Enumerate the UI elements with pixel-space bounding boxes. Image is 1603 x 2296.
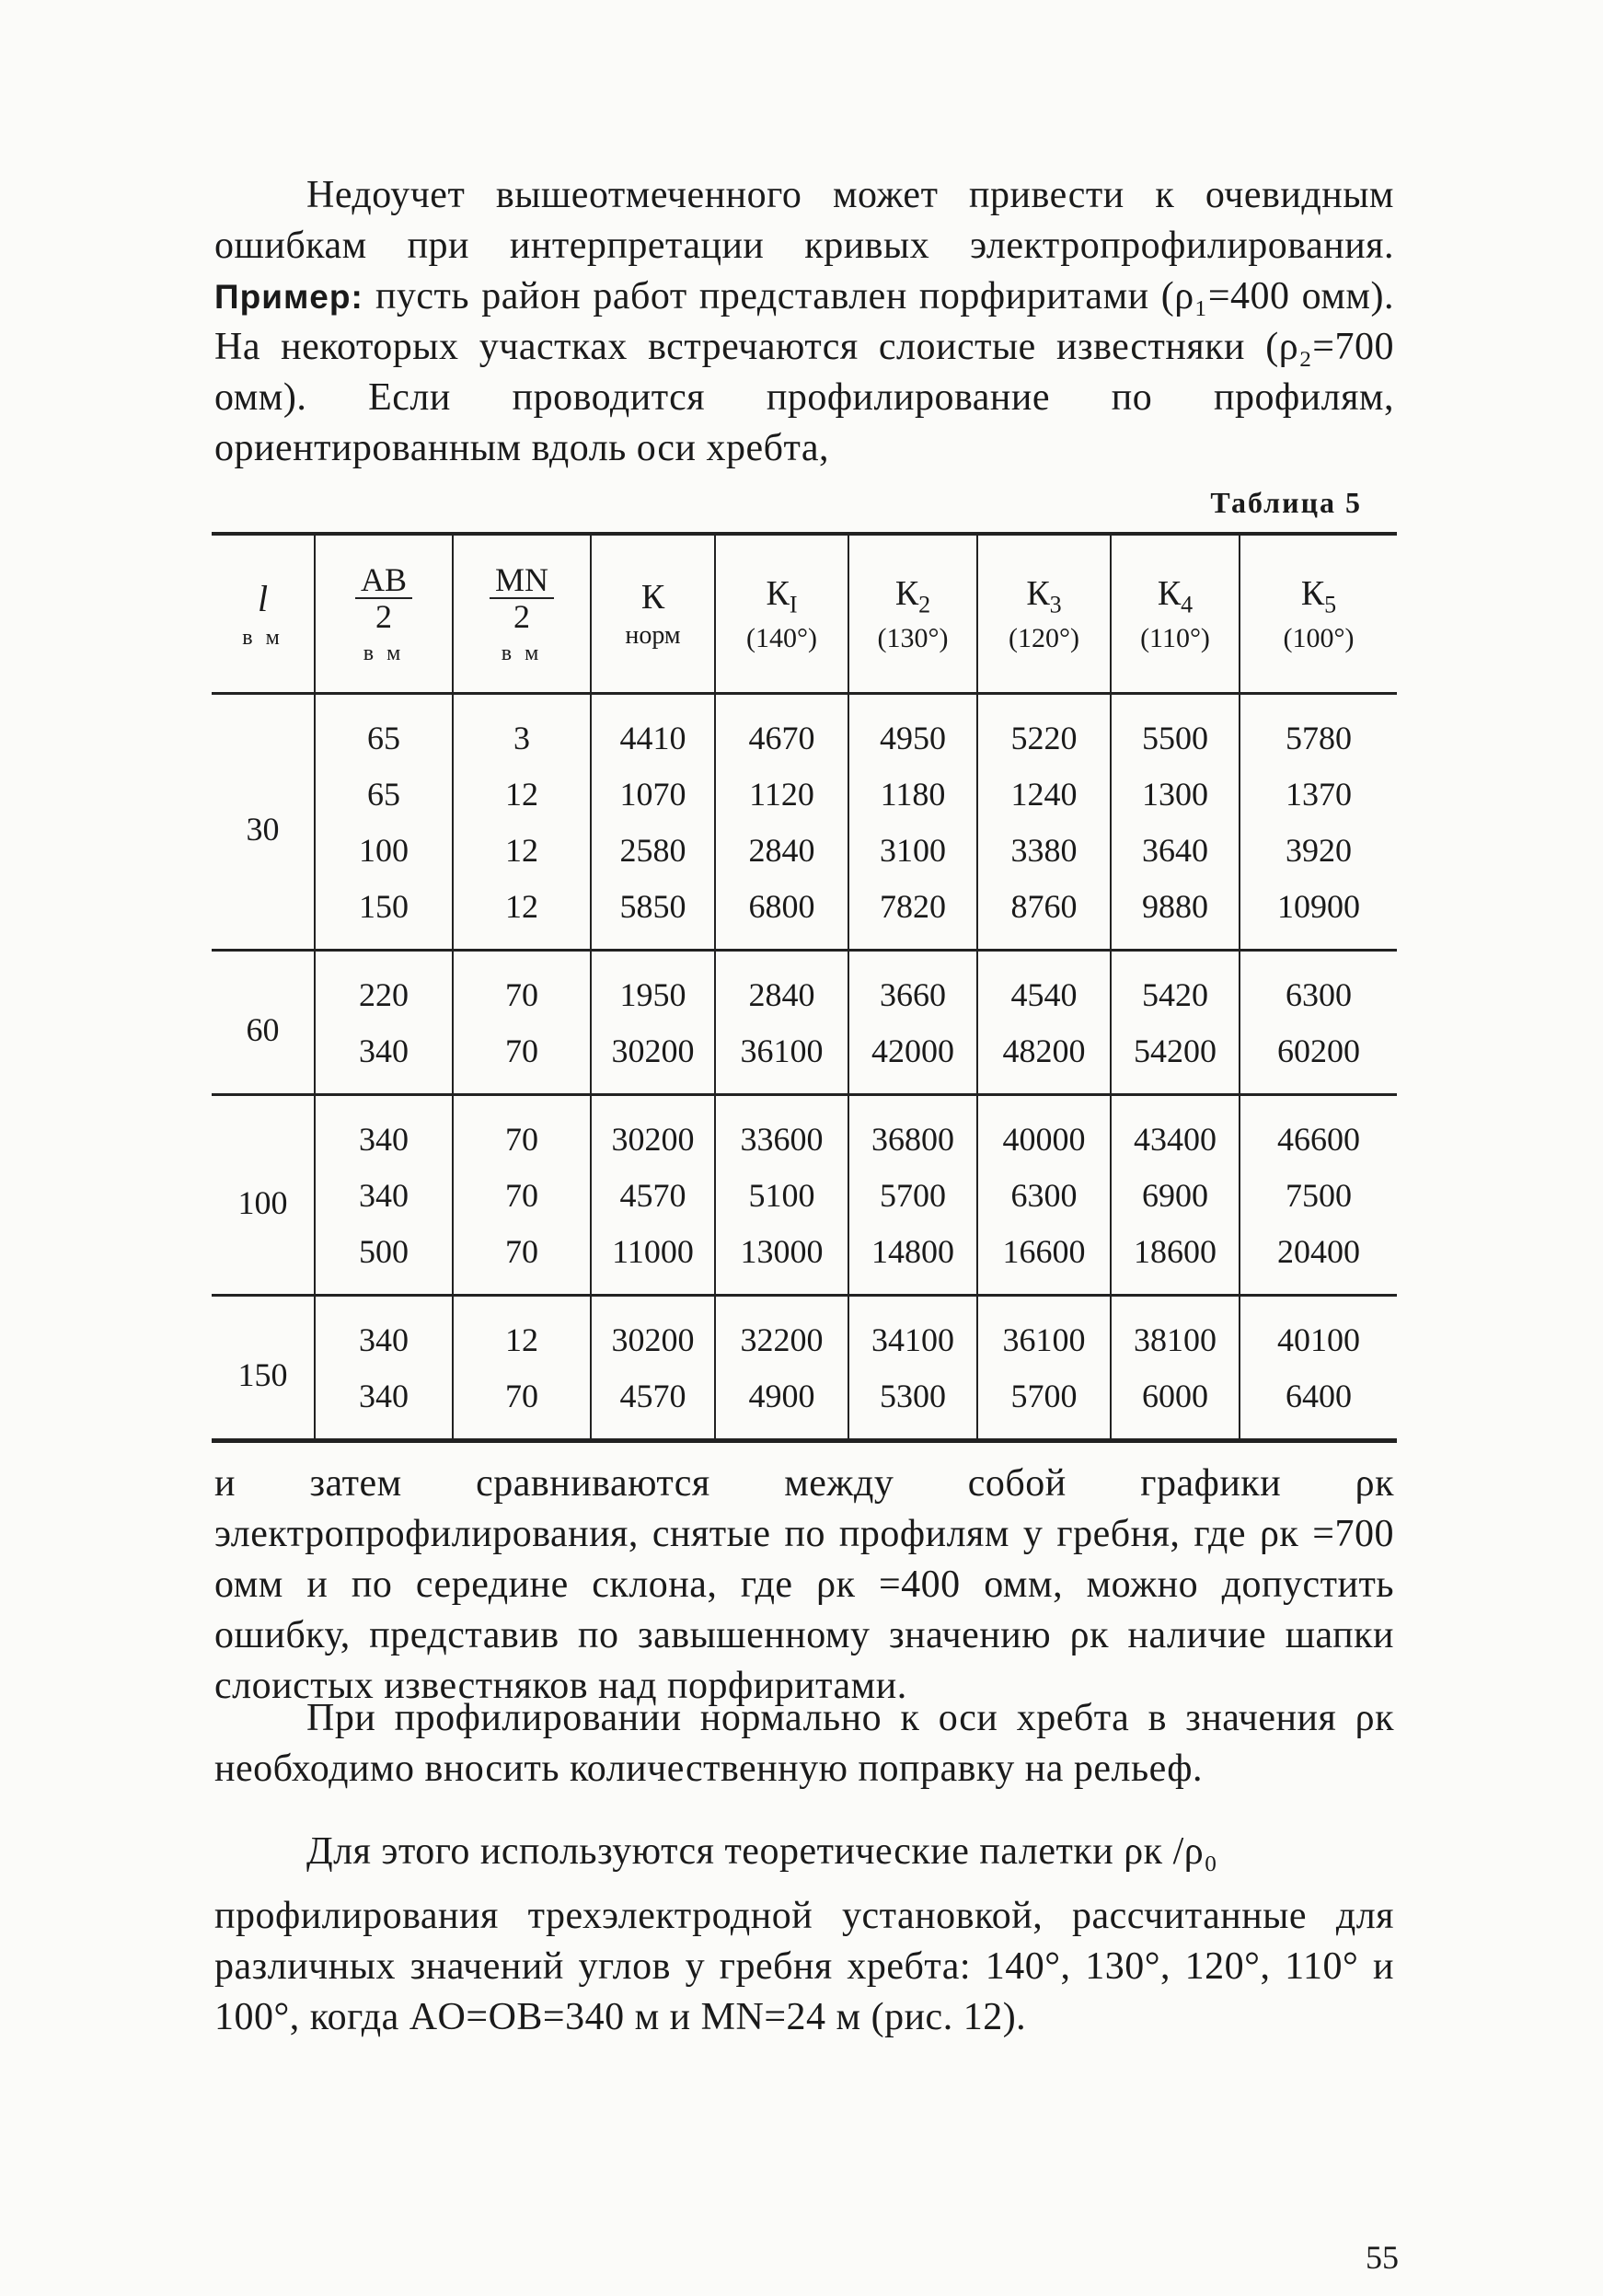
table-cell: 34100 [848, 1296, 977, 1368]
table-cell: 2580 [591, 822, 715, 878]
table-row [212, 1367, 1397, 1441]
table-cell: 30200 [591, 1022, 715, 1095]
table-row [212, 1022, 1397, 1095]
header-l-unit: в м [242, 626, 283, 650]
header-k2-symbol: К [894, 574, 919, 614]
table-cell: 220 [315, 951, 453, 1023]
header-mn-denominator: 2 [513, 597, 530, 635]
table-cell: 340 [315, 1095, 453, 1168]
table-cell: 5850 [591, 878, 715, 951]
table-cell: 70 [453, 1367, 591, 1441]
table-cell: 5220 [977, 694, 1111, 767]
header-k-norm [591, 534, 715, 694]
table-row [212, 766, 1397, 822]
paragraph-perpendicular [214, 1693, 1394, 1794]
header-ab [315, 534, 453, 694]
table-cell: 7500 [1240, 1167, 1397, 1223]
header-k3 [977, 534, 1111, 694]
table-cell: 46600 [1240, 1095, 1397, 1168]
table-cell: 1240 [977, 766, 1111, 822]
table-cell: 12 [453, 878, 591, 951]
table-cell: 36100 [715, 1022, 848, 1095]
table-cell: 3100 [848, 822, 977, 878]
table-cell: 2840 [715, 822, 848, 878]
table-cell: 12 [453, 1296, 591, 1368]
paragraph-intro-rest: пусть район работ представлен порфиритами (ρ₁=400 омм). На некоторых участках встречаются слоистые известняки (ρ₂=700 омм). Если проводится профилирование по профилям, ориентированным вдоль оси хребта, [214, 275, 1394, 469]
paragraph-comparison: и затем сравниваются между собой графики ρк электропрофилирования, снятые по профилям у гребня, где ρк =700 омм и по середине склона, где ρк =400 омм, можно допустить ошибку, представив по завышенному значению ρк наличие шапки слоистых известняков над порфиритами. [214, 1462, 1394, 1707]
table-cell: 6400 [1240, 1367, 1397, 1441]
table-cell: 33600 [715, 1095, 848, 1168]
header-k4-sub: 4 [1181, 591, 1194, 618]
table-cell: 6300 [1240, 951, 1397, 1023]
table-cell: 5420 [1111, 951, 1240, 1023]
header-l-symbol: l [257, 578, 269, 619]
table-cell: 4540 [977, 951, 1111, 1023]
header-mn-unit: в м [501, 640, 543, 665]
table-cell: 54200 [1111, 1022, 1240, 1095]
table-cell: 340 [315, 1296, 453, 1368]
table-cell: 48200 [977, 1022, 1111, 1095]
header-ab-unit: в м [363, 640, 405, 665]
header-k-norm-symbol: К [640, 578, 665, 617]
table-cell: 43400 [1111, 1095, 1240, 1168]
group-l-value: 60 [246, 1011, 280, 1048]
header-k3-sub: 3 [1049, 591, 1062, 618]
table-cell: 30200 [591, 1296, 715, 1368]
header-ab-fraction [355, 562, 412, 634]
table-cell: 150 [315, 878, 453, 951]
header-l [212, 534, 315, 694]
header-ab-denominator: 2 [375, 597, 392, 635]
table-cell: 13000 [715, 1223, 848, 1296]
table-cell: 3660 [848, 951, 977, 1023]
table-cell: 9880 [1111, 878, 1240, 951]
table-cell: 40100 [1240, 1296, 1397, 1368]
header-k1 [715, 534, 848, 694]
table-cell: 6000 [1111, 1367, 1240, 1441]
table-cell: 10900 [1240, 878, 1397, 951]
table-cell: 1120 [715, 766, 848, 822]
group-l-value: 150 [237, 1356, 288, 1393]
paragraph-palettes-continued: профилирования трехэлектродной установкой, рассчитанные для различных значений углов у гребня хребта: 140°, 130°, 120°, 110° и 100°, когда AO=OB=340 м и MN=24 м (рис. 12). [214, 1895, 1394, 2038]
header-k2 [848, 534, 977, 694]
table-cell: 12 [453, 766, 591, 822]
table-cell: 14800 [848, 1223, 977, 1296]
table-cell: 36800 [848, 1095, 977, 1168]
example-label: Пример: [214, 278, 363, 316]
table-cell: 4410 [591, 694, 715, 767]
paragraph-palettes [214, 1827, 1394, 1877]
table-cell: 70 [453, 1167, 591, 1223]
table-cell: 1070 [591, 766, 715, 822]
resistivity-coefficient-table [212, 532, 1397, 1443]
table-cell: 65 [315, 694, 453, 767]
table-cell: 42000 [848, 1022, 977, 1095]
header-k2-angle: (130°) [877, 622, 949, 653]
table-cell: 8760 [977, 878, 1111, 951]
header-mn-numerator: MN [490, 562, 554, 599]
table-row [212, 694, 1397, 767]
table-row [212, 822, 1397, 878]
table-cell: 340 [315, 1022, 453, 1095]
table-cell: 100 [315, 822, 453, 878]
table-cell: 6900 [1111, 1167, 1240, 1223]
table-cell: 500 [315, 1223, 453, 1296]
table-cell: 70 [453, 1022, 591, 1095]
table-cell: 4950 [848, 694, 977, 767]
header-ab-numerator: AB [355, 562, 412, 599]
table-row [212, 1296, 1397, 1368]
table-cell: 5500 [1111, 694, 1240, 767]
table-row [212, 951, 1397, 1023]
table-group-l-60 [212, 951, 1397, 1095]
header-mn [453, 534, 591, 694]
table-cell: 5300 [848, 1367, 977, 1441]
table-cell: 4670 [715, 694, 848, 767]
header-k5 [1240, 534, 1397, 694]
table-cell: 70 [453, 951, 591, 1023]
table-cell: 70 [453, 1095, 591, 1168]
table-cell: 40000 [977, 1095, 1111, 1168]
table-row [212, 1223, 1397, 1296]
table-cell: 36100 [977, 1296, 1111, 1368]
table-cell: 70 [453, 1223, 591, 1296]
table-row [212, 878, 1397, 951]
table-cell: 6800 [715, 878, 848, 951]
table-caption: Таблица 5 [1210, 486, 1362, 519]
table-cell: 1370 [1240, 766, 1397, 822]
table-cell: 340 [315, 1167, 453, 1223]
table-cell: 18600 [1111, 1223, 1240, 1296]
table-group-l-150 [212, 1296, 1397, 1441]
table-cell: 6300 [977, 1167, 1111, 1223]
table-cell: 4570 [591, 1367, 715, 1441]
header-k1-angle: (140°) [746, 622, 817, 653]
header-k2-sub: 2 [918, 591, 931, 618]
table-cell: 60200 [1240, 1022, 1397, 1095]
paragraph-palettes-start: Для этого используются теоретические палетки ρк /ρ₀ [306, 1830, 1218, 1873]
table-cell: 38100 [1111, 1296, 1240, 1368]
table-cell: 5100 [715, 1167, 848, 1223]
header-k3-symbol: К [1026, 574, 1050, 614]
table-cell: 1950 [591, 951, 715, 1023]
header-k4 [1111, 534, 1240, 694]
table-cell: 3380 [977, 822, 1111, 878]
table-cell: 3920 [1240, 822, 1397, 878]
table-group-l-100 [212, 1095, 1397, 1296]
table-cell: 340 [315, 1367, 453, 1441]
page-number: 55 [1366, 2239, 1399, 2276]
header-k5-angle: (100°) [1283, 622, 1355, 653]
table-cell: 32200 [715, 1296, 848, 1368]
table-cell: 1300 [1111, 766, 1240, 822]
table-cell: 16600 [977, 1223, 1111, 1296]
table-cell: 4570 [591, 1167, 715, 1223]
table-cell: 11000 [591, 1223, 715, 1296]
group-l-value: 100 [237, 1183, 288, 1221]
table-header-row [212, 534, 1397, 694]
header-k4-angle: (110°) [1140, 622, 1210, 653]
paragraph-perpendicular-text: При профилировании нормально к оси хребта в значения ρк необходимо вносить количественную поправку на рельеф. [214, 1697, 1394, 1790]
header-k-norm-label: норм [625, 621, 681, 650]
table-cell: 2840 [715, 951, 848, 1023]
table-cell: 5700 [848, 1167, 977, 1223]
table-cell: 30200 [591, 1095, 715, 1168]
group-l-value: 30 [246, 811, 280, 848]
header-mn-fraction [490, 562, 554, 634]
header-k1-symbol: К [766, 574, 790, 614]
table-cell: 7820 [848, 878, 977, 951]
table-cell: 3640 [1111, 822, 1240, 878]
table-cell: 4900 [715, 1367, 848, 1441]
header-k3-angle: (120°) [1009, 622, 1079, 653]
table-cell: 5700 [977, 1367, 1111, 1441]
table-row [212, 1095, 1397, 1168]
paragraph-intro [214, 170, 1394, 474]
table-cell: 3 [453, 694, 591, 767]
table-cell: 1180 [848, 766, 977, 822]
table-cell: 12 [453, 822, 591, 878]
header-k4-symbol: К [1157, 574, 1182, 614]
table-row [212, 1167, 1397, 1223]
table-group-l-30 [212, 694, 1397, 951]
table-cell: 5780 [1240, 694, 1397, 767]
header-k1-sub: I [789, 591, 798, 618]
table-cell: 65 [315, 766, 453, 822]
header-k5-symbol: К [1300, 574, 1325, 614]
paragraph-intro-text: Недоучет вышеотмеченного может привести к очевидным ошибкам при интерпретации кривых электропрофилирования. [214, 174, 1394, 267]
header-k5-sub: 5 [1324, 591, 1337, 618]
table-cell: 20400 [1240, 1223, 1397, 1296]
